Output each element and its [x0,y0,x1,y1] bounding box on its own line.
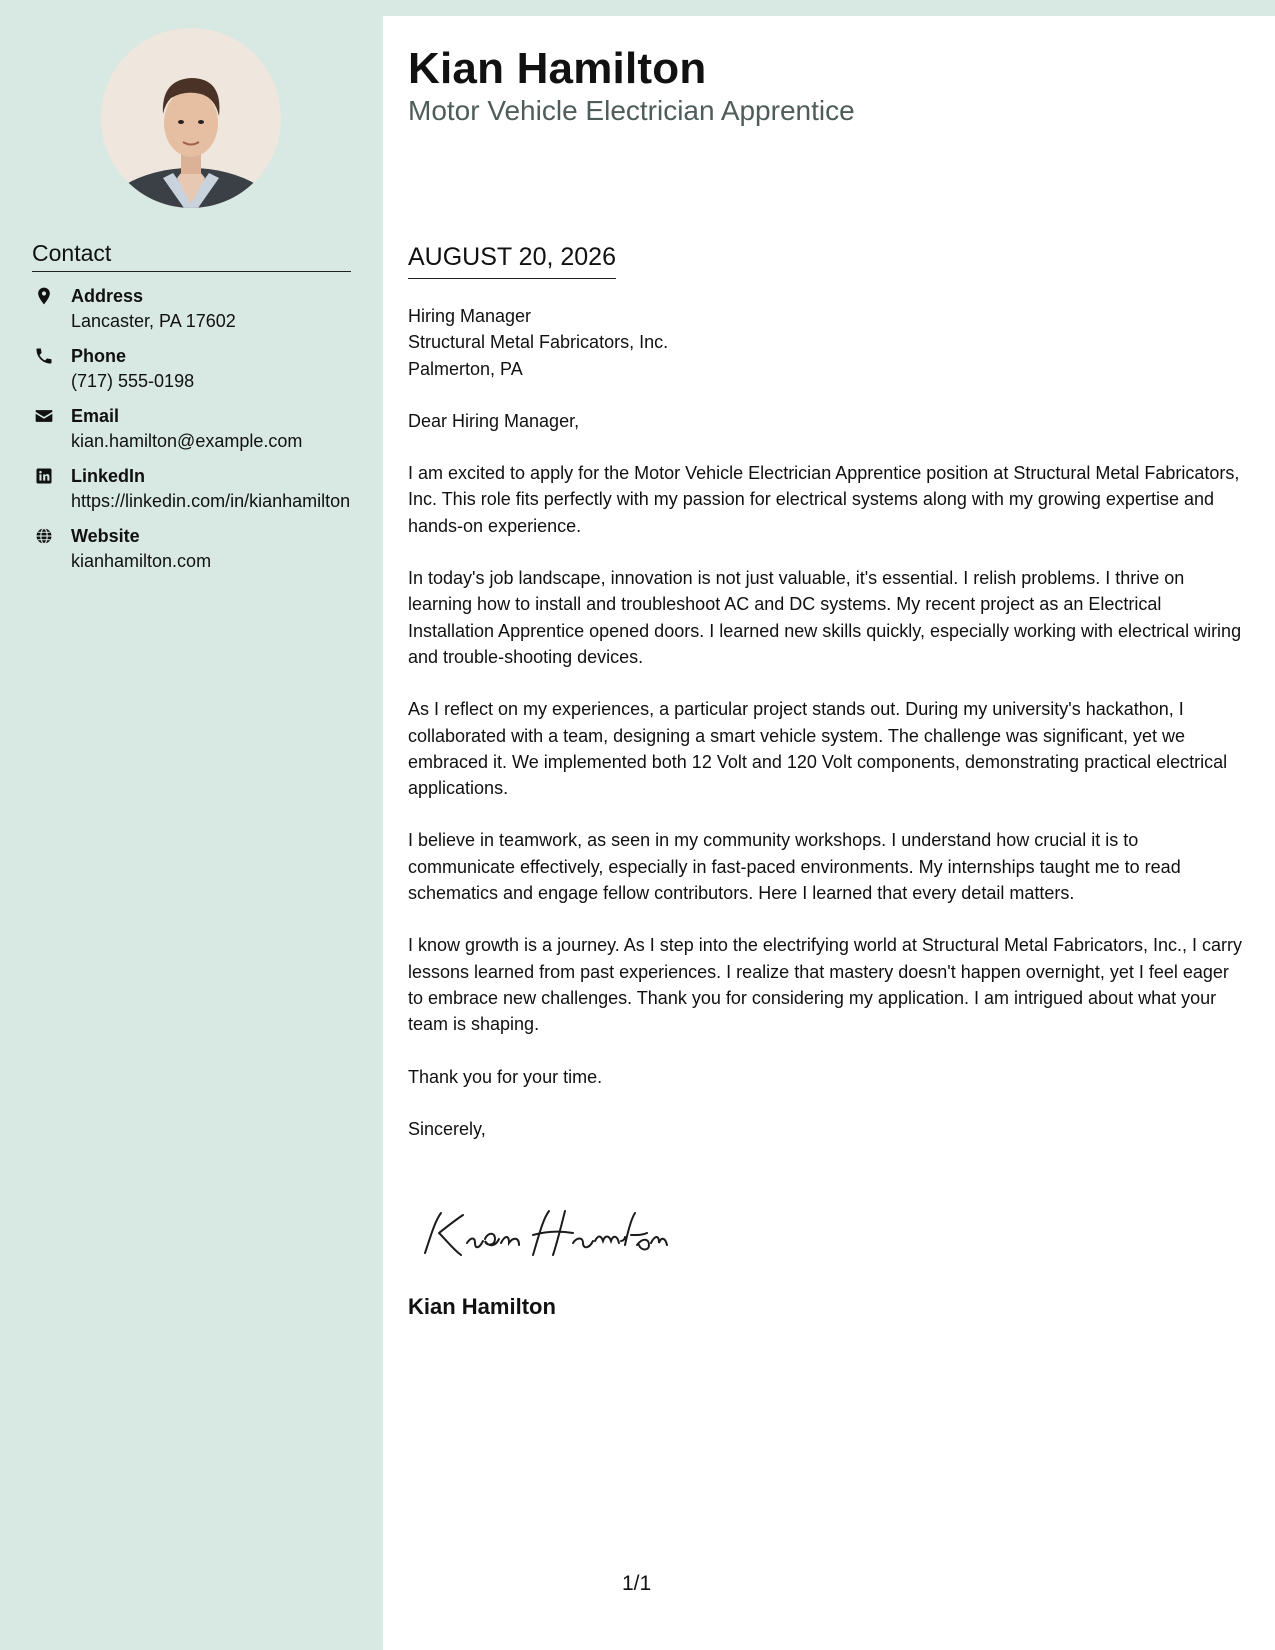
email-value[interactable]: kian.hamilton@example.com [71,431,303,451]
contact-list [32,284,362,584]
letter-body [408,303,1248,1168]
address-label: Address [71,286,144,306]
phone-value[interactable]: (717) 555-0198 [71,371,195,391]
signature-image [415,1205,675,1265]
contact-item-address [32,284,362,333]
linkedin-icon [34,466,54,486]
envelope-icon [34,406,54,426]
portrait-image [101,28,281,208]
recipient-block [408,303,1248,382]
avatar [101,28,281,208]
body-paragraph: In today's job landscape, innovation is not just valuable, it's essential. I relish problems. I thrive on learning how to install and troubleshoot AC and DC systems. My recent project as an Electrical Installation Apprentice opened doors. I learned new skills quickly, especially working with electrical wiring and trouble-shooting devices. [408,568,1242,667]
phone-icon [34,346,54,366]
recipient-company: Structural Metal Fabricators, Inc. [408,332,669,353]
applicant-name: Kian Hamilton [408,44,707,93]
contact-item-email [32,404,362,453]
phone-label: Phone [71,346,127,366]
letter-date: AUGUST 20, 2026 [408,243,616,279]
email-label: Email [71,406,120,426]
contact-heading: Contact [32,240,351,272]
linkedin-value[interactable]: https://linkedin.com/in/kianhamilton [71,491,351,511]
signer-name: Kian Hamilton [408,1294,556,1319]
recipient-title: Hiring Manager [408,306,532,326]
thanks-line: Thank you for your time. [408,1066,603,1087]
page-number: 1/1 [622,1572,652,1595]
handwritten-signature [415,1205,675,1265]
body-paragraph: I am excited to apply for the Motor Vehicle Electrician Apprentice position at Structural Metal Fabricators, Inc. This role fits perfectly with my passion for electrical systems along with my growing expertise and hands-on experience. [408,463,1240,536]
address-value: Lancaster, PA 17602 [71,311,236,331]
recipient-location: Palmerton, PA [408,358,523,379]
body-paragraph: As I reflect on my experiences, a particular project stands out. During my university's hackathon, I collaborated with a team, designing a smart vehicle system. The challenge was significant, yet we embraced it. We implemented both 12 Volt and 120 Volt components, demonstrating practical electrical applications. [408,699,1228,799]
body-paragraph: I know growth is a journey. As I step into the electrifying world at Structural Metal Fabricators, Inc., I carry lessons learned from past experiences. I realize that mastery doesn't happen overnight, yet I feel eager to embrace new challenges. Thank you for considering my application. I am intrigued about what your team is shaping. [408,935,1243,1035]
website-value[interactable]: kianhamilton.com [71,551,212,571]
applicant-role: Motor Vehicle Electrician Apprentice [408,95,855,126]
closing-line: Sincerely, [408,1118,486,1139]
map-pin-icon [34,286,54,306]
sidebar [0,0,383,1650]
salutation: Dear Hiring Manager, [408,410,580,431]
globe-icon [34,526,54,546]
website-label: Website [71,526,140,546]
contact-item-website [32,524,362,573]
linkedin-label: LinkedIn [71,466,146,486]
body-paragraph: I believe in teamwork, as seen in my community workshops. I understand how crucial it is to communicate effectively, especially in fast-paced environments. My internships taught me to read schematics and engage fellow contributors. Here I learned that every detail matters. [408,830,1181,904]
contact-item-linkedin [32,464,362,513]
contact-item-phone [32,344,362,393]
